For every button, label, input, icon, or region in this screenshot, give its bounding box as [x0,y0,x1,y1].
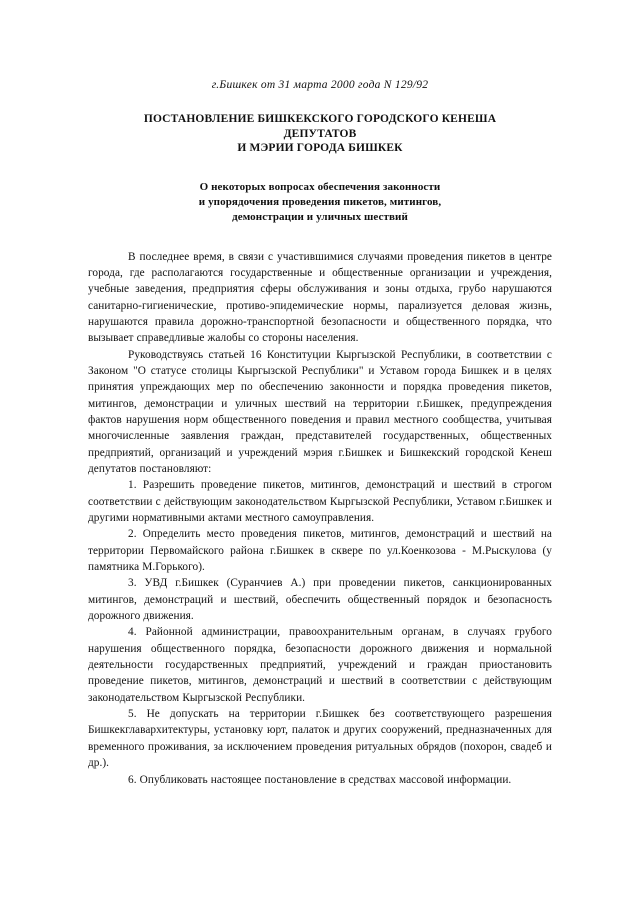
document-paragraph: 2. Определить место проведения пикетов, митингов, демонстраций и шествий на территории Первомайского района г.Бишкек в сквере по ул.Коенкозова - М.Рыскулова (у памятника М.Горького). [88,528,552,574]
document-title-line-3: И МЭРИИ ГОРОДА БИШКЕК [237,142,403,154]
document-paragraph: 6. Опубликовать настоящее постановление в средствах массовой информации. [128,773,512,786]
document-paragraph: Руководствуясь статьей 16 Конституции Кыргызской Республики, в соответствии с Законом "О статусе столицы Кыргызской Республики" и Уставом города Бишкек и в целях принятия упреждающих мер по обеспечению законности и порядка проведения пикетов, митингов, демонстрации и уличных шествий на территории г.Бишкек, предупреждения фактов нарушения норм общественного поведения и правил местного сообщества, учитывая многочисленные заявления граждан, представителей государственных, общественных предприятий, организаций и учреждений мэрия г.Бишкек и Бишкекский городской Кенеш депутатов постановляют: [88,348,552,475]
document-paragraph: 1. Разрешить проведение пикетов, митингов, демонстраций и шествий в строгом соответствии с действующим законодательством Кыргызской Республики, Уставом г.Бишкек и другими нормативными актами местного самоуправления. [88,479,552,524]
document-title [88,112,552,156]
document-title-line-1: ПОСТАНОВЛЕНИЕ БИШКЕКСКОГО ГОРОДСКОГО КЕНЕША [143,113,497,125]
document-paragraph: 3. УВД г.Бишкек (Суранчиев А.) при проведении пикетов, санкционированных митингов, демонстраций и шествий, обеспечить общественный порядок и безопасность дорожного движения. [88,577,552,623]
document-body [88,249,552,788]
document-dateline: г.Бишкек от 31 марта 2000 года N 129/92 [211,79,429,91]
document-content [88,0,552,788]
document-subtitle [88,180,552,225]
document-paragraph: В последнее время, в связи с участившимися случаями проведения пикетов в центре города, где располагаются государственные и общественные организации и учреждения, учебные заведения, предприятия сферы обслуживания и зоны отдыха, грубо нарушаются санитарно-гигиенические, противо-эпидемические нормы, парализуется деловая жизнь, нарушаются правила дорожно-транспортной безопасности и общественного порядка, что вызывает справедливые жалобы со стороны населения. [88,250,552,345]
document-paragraph: 4. Районной администрации, правоохранительным органам, в случаях грубого нарушения общественного порядка, безопасности дорожного движения и нормальной деятельности государственных предприятий, учреждений и граждан приостановить проведение пикетов, митингов, демонстраций и шествий в соответствии с действующим законодательством Кыргызской Республики. [88,626,552,704]
document-title-line-2: ДЕПУТАТОВ [283,127,357,140]
document-subtitle-line-1: О некоторых вопросах обеспечения законности [199,180,441,193]
document-paragraph: 5. Не допускать на территории г.Бишкек без соответствующего разрешения Бишкекглавархитектуры, установку юрт, палаток и других сооружений, предназначенных для временного проживания, за исключением проведения ритуальных обрядов (похорон, свадеб и др.). [88,708,552,770]
document-subtitle-line-3: демонстрации и уличных шествий [232,210,408,223]
document-subtitle-line-2: и упорядочения проведения пикетов, митингов, [198,195,442,208]
